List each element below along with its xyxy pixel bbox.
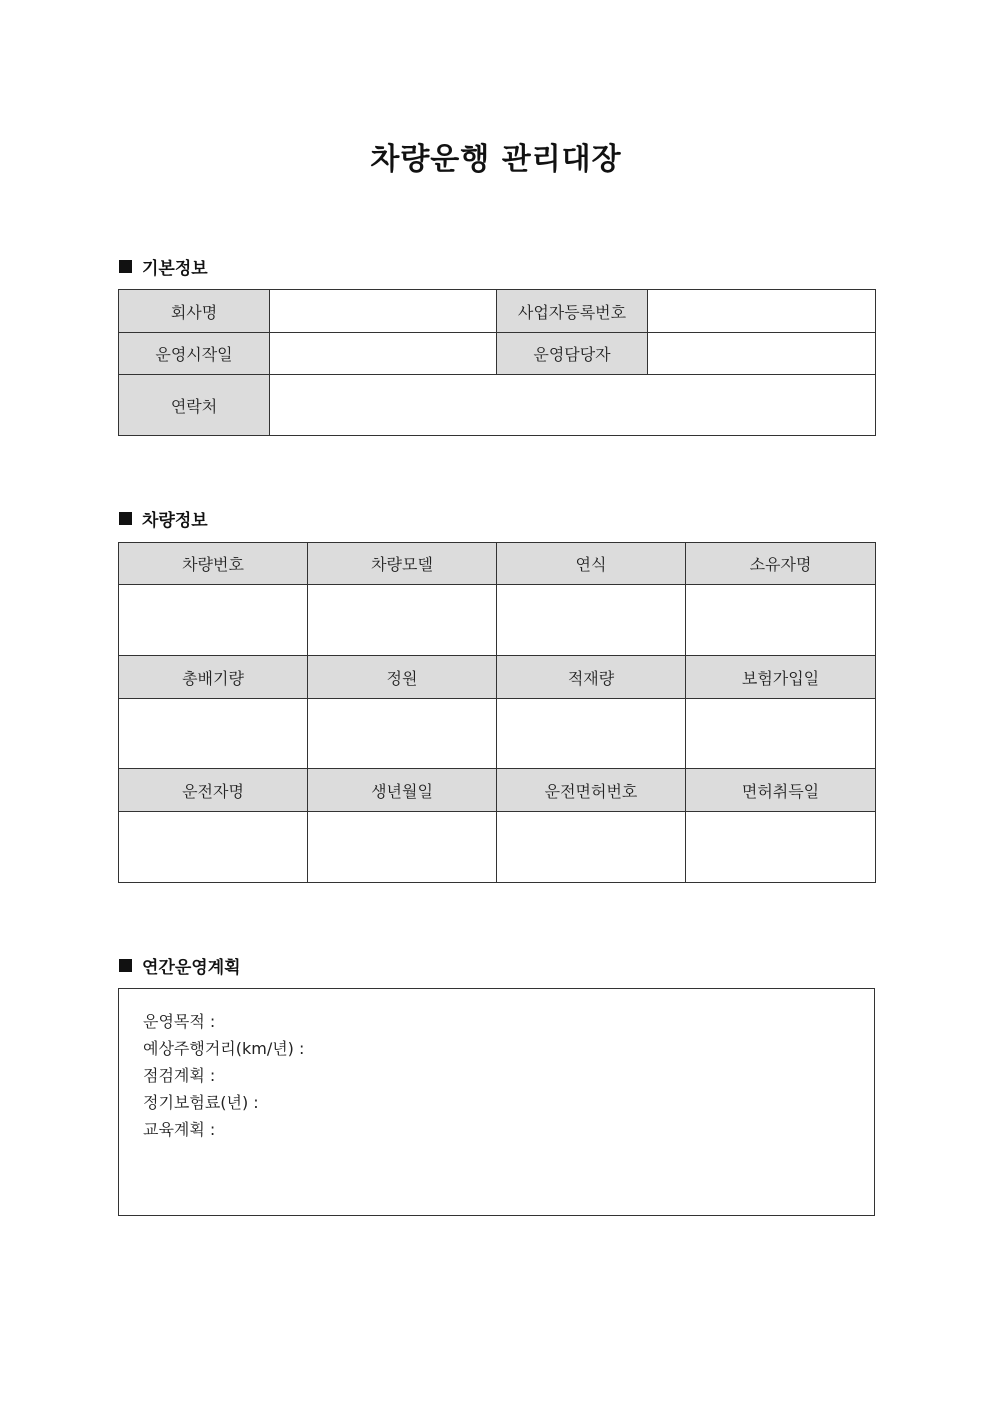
- square-bullet-icon: [119, 959, 132, 972]
- section-heading-basic: [119, 254, 208, 279]
- contact-field[interactable]: [270, 375, 876, 436]
- section-heading-plan: [119, 953, 241, 978]
- model-year-field[interactable]: [497, 585, 686, 656]
- vehicle-model-field[interactable]: [308, 585, 497, 656]
- start-date-field[interactable]: [270, 333, 497, 375]
- vehicle-number-field[interactable]: [119, 585, 308, 656]
- section-title-vehicle: 차량정보: [142, 511, 208, 531]
- manager-field[interactable]: [648, 333, 876, 375]
- vehicle-number-label: 차량번호: [119, 543, 308, 585]
- bizno-field[interactable]: [648, 290, 876, 333]
- plan-purpose-line: 운영목적 :: [143, 1012, 216, 1031]
- annual-plan-lines: [143, 1008, 304, 1143]
- plan-inspection-line: 점검계획 :: [143, 1066, 216, 1085]
- manager-label: 운영담당자: [497, 333, 648, 375]
- license-date-label: 면허취득일: [686, 769, 876, 812]
- capacity-field[interactable]: [308, 699, 497, 769]
- load-capacity-field[interactable]: [497, 699, 686, 769]
- vehicle-model-label: 차량모델: [308, 543, 497, 585]
- insurance-date-label: 보험가입일: [686, 656, 876, 699]
- driver-name-field[interactable]: [119, 812, 308, 883]
- license-number-label: 운전면허번호: [497, 769, 686, 812]
- annual-plan-box[interactable]: [118, 988, 875, 1216]
- contact-label: 연락처: [119, 375, 270, 436]
- section-title-plan: 연간운영계획: [142, 958, 241, 978]
- vehicle-info-table: [118, 542, 876, 883]
- basic-info-table: [118, 289, 876, 436]
- section-title-basic: 기본정보: [142, 259, 208, 279]
- load-capacity-label: 적재량: [497, 656, 686, 699]
- section-heading-vehicle: [119, 506, 208, 531]
- plan-training-line: 교육계획 :: [143, 1120, 216, 1139]
- model-year-label: 연식: [497, 543, 686, 585]
- license-date-field[interactable]: [686, 812, 876, 883]
- license-number-field[interactable]: [497, 812, 686, 883]
- insurance-date-field[interactable]: [686, 699, 876, 769]
- birth-date-field[interactable]: [308, 812, 497, 883]
- plan-insurance-line: 정기보험료(년) :: [143, 1093, 259, 1112]
- displacement-field[interactable]: [119, 699, 308, 769]
- square-bullet-icon: [119, 260, 132, 273]
- start-date-label: 운영시작일: [119, 333, 270, 375]
- company-field[interactable]: [270, 290, 497, 333]
- capacity-label: 정원: [308, 656, 497, 699]
- square-bullet-icon: [119, 512, 132, 525]
- page-title: 차량운행 관리대장: [370, 142, 622, 177]
- displacement-label: 총배기량: [119, 656, 308, 699]
- bizno-label: 사업자등록번호: [497, 290, 648, 333]
- owner-name-field[interactable]: [686, 585, 876, 656]
- driver-name-label: 운전자명: [119, 769, 308, 812]
- company-label: 회사명: [119, 290, 270, 333]
- birth-date-label: 생년월일: [308, 769, 497, 812]
- owner-name-label: 소유자명: [686, 543, 876, 585]
- plan-mileage-line: 예상주행거리(km/년) :: [143, 1039, 305, 1058]
